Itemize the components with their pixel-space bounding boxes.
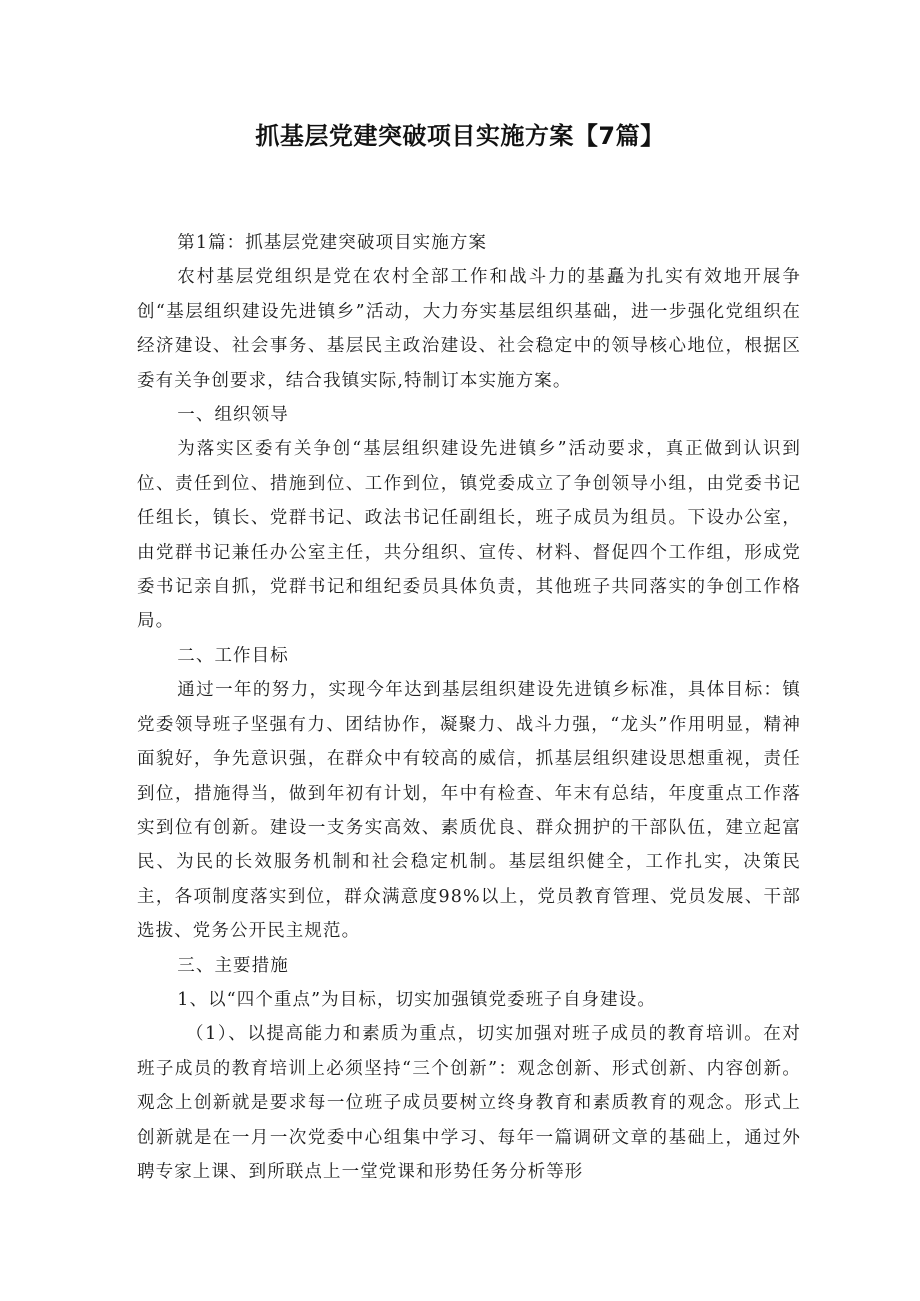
section-heading: 一、组织领导 (177, 405, 289, 426)
document-body (137, 226, 801, 1189)
sub-heading: 1、以“四个重点”为目标，切实加强镇党委班子自身建设。 (177, 989, 656, 1010)
section-heading: 二、工作目标 (177, 645, 289, 666)
section-heading: 三、主要措施 (177, 955, 289, 976)
body-paragraph: 通过一年的努力，实现今年达到基层组织建设先进镇乡标准，具体目标：镇党委领导班子坚强有力、团结协作，凝聚力、战斗力强，“龙头”作用明显，精神面貌好，争先意识强，在群众中有较高的威信，抓基层组织建设思想重视，责任到位，措施得当，做到年初有计划，年中有检查、年末有总结，年度重点工作落实到位有创新。建设一支务实高效、素质优良、群众拥护的干部队伍，建立起富民、为民的长效服务机制和社会稳定机制。基层组织健全，工作扎实，决策民主，各项制度落实到位，群众满意度98%以上，党员教育管理、党员发展、干部选拔、党务公开民主规范。 (137, 680, 801, 942)
body-paragraph: 农村基层党组织是党在农村全部工作和战斗力的基矗为扎实有效地开展争创“基层组织建设先进镇乡”活动，大力夯实基层组织基础，进一步强化党组织在经济建设、社会事务、基层民主政治建设、社会稳定中的领导核心地位，根据区委有关争创要求，结合我镇实际,特制订本实施方案。 (137, 267, 801, 391)
chapter-heading: 第1篇：抓基层党建突破项目实施方案 (177, 233, 488, 253)
body-paragraph: （1）、以提高能力和素质为重点，切实加强对班子成员的教育培训。在对班子成员的教育培训上必须坚持“三个创新”：观念创新、形式创新、内容创新。观念上创新就是要求每一位班子成员要树立终身教育和素质教育的观念。形式上创新就是在一月一次党委中心组集中学习、每年一篇调研文章的基础上，通过外聘专家上课、到所联点上一堂党课和形势任务分析等形 (137, 1024, 801, 1182)
body-paragraph: 为落实区委有关争创“基层组织建设先进镇乡”活动要求，真正做到认识到位、责任到位、措施到位、工作到位，镇党委成立了争创领导小组，由党委书记任组长，镇长、党群书记、政法书记任副组长，班子成员为组员。下设办公室，由党群书记兼任办公室主任，共分组织、宣传、材料、督促四个工作组，形成党委书记亲自抓，党群书记和组纪委员具体负责，其他班子共同落实的争创工作格局。 (137, 439, 801, 632)
document-title: 抓基层党建突破项目实施方案【7篇】 (255, 122, 665, 150)
